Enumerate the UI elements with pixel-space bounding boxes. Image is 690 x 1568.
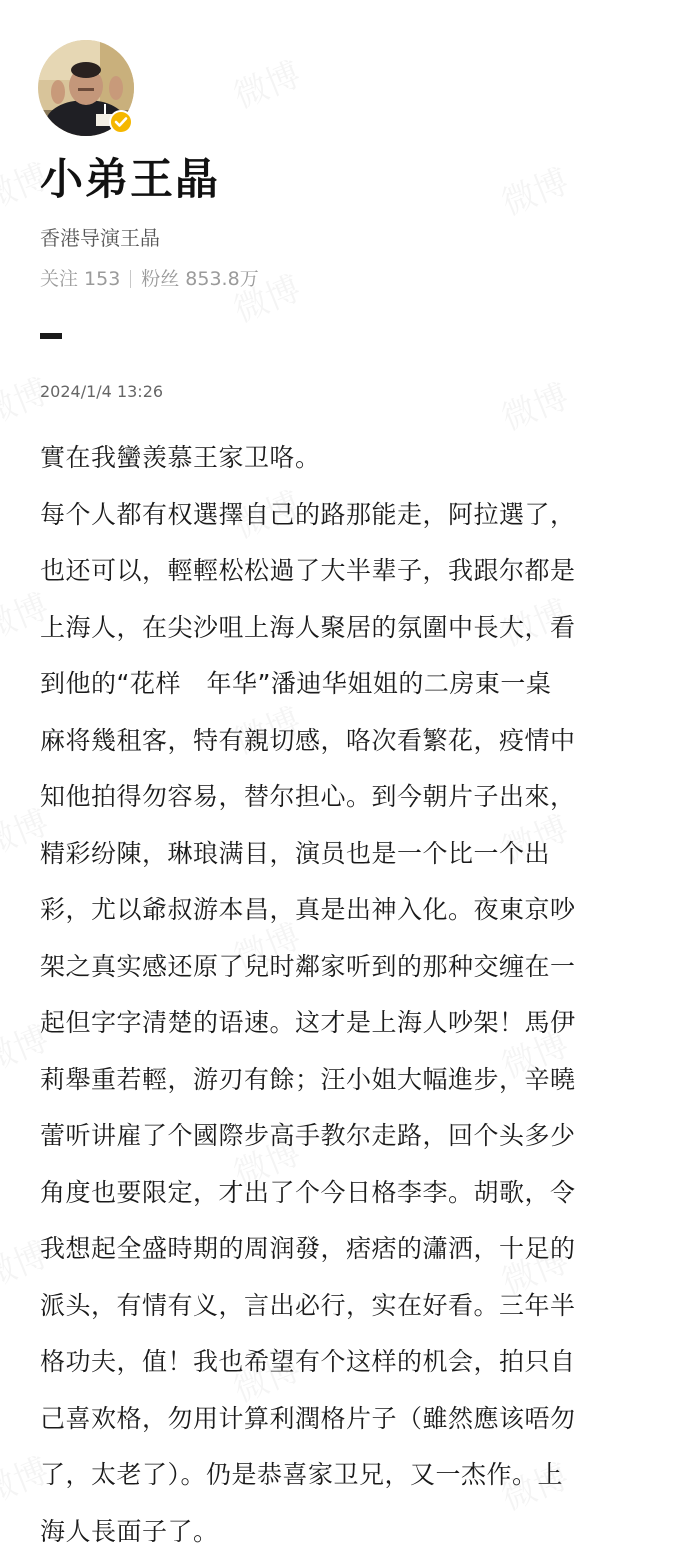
profile-bio: 香港导演王晶 [40, 226, 160, 250]
post-line: 上海人，在尖沙咀上海人聚居的氛圍中長大，看 [40, 612, 576, 642]
followers-count: 853.8万 [185, 268, 259, 290]
followers-stat[interactable] [141, 265, 258, 293]
post-line: 莉舉重若輕，游刃有餘；汪小姐大幅進步，辛曉 [40, 1064, 576, 1094]
post-line: 也还可以，輕輕松松過了大半辈子，我跟尔都是 [40, 556, 576, 585]
watermark [225, 47, 306, 118]
followers-label: 粉丝 [141, 268, 180, 290]
post-line: 精彩纷陳，琳琅满目，演员也是一个比一个出 [40, 838, 551, 868]
post-date: 2024/1/4 13:26 [40, 382, 164, 401]
post-line: 到他的“花样 年华”潘迪华姐姐的二房東一桌 [40, 669, 552, 698]
post-line: 實在我蠻羡慕王家卫咯。 [40, 443, 321, 472]
following-stat[interactable] [40, 265, 120, 293]
profile-name[interactable]: 小弟王晶 [40, 155, 220, 205]
post-line: 我想起全盛時期的周润發，痞痞的瀟洒，十足的 [40, 1234, 576, 1263]
profile-stats [40, 265, 259, 293]
following-label: 关注 [40, 268, 79, 290]
post-line: 格功夫，值！我也希望有个这样的机会，拍只自 [40, 1347, 576, 1376]
post-line: 了，太老了）。仍是恭喜家卫兄，又一杰作。上 [40, 1460, 564, 1489]
post-line: 己喜欢格，勿用计算利潤格片子（雖然應该唔勿 [40, 1403, 576, 1433]
watermark [493, 154, 574, 225]
stats-divider [130, 270, 131, 288]
post-line: 麻将幾租客，特有親切感，咯次看繁花，疫情中 [40, 725, 576, 755]
post-line: 每个人都有权選擇自己的路那能走，阿拉選了， [40, 499, 576, 529]
post-line: 海人長面子了。 [40, 1516, 219, 1546]
post-body [40, 430, 650, 1560]
following-count: 153 [84, 268, 121, 290]
post-line: 起但字字清楚的语速。这才是上海人吵架！馬伊 [40, 1008, 576, 1037]
dash-icon [40, 333, 62, 339]
post-line: 知他拍得勿容易，替尔担心。到今朝片子出來， [40, 782, 576, 811]
verified-badge-icon [109, 110, 133, 134]
post-line: 架之真实感还原了兒时鄰家听到的那种交缠在一 [40, 951, 576, 981]
post-line: 角度也要限定，才出了个今日格李李。胡歌，令 [40, 1177, 576, 1207]
post-line: 派头，有情有义，言出必行，实在好看。三年半 [40, 1290, 576, 1320]
post-line: 蕾听讲雇了个國際步高手教尔走路，回个头多少 [40, 1121, 576, 1150]
post-line: 彩，尤以爺叔游本昌，真是出神入化。夜東京吵 [40, 895, 576, 924]
